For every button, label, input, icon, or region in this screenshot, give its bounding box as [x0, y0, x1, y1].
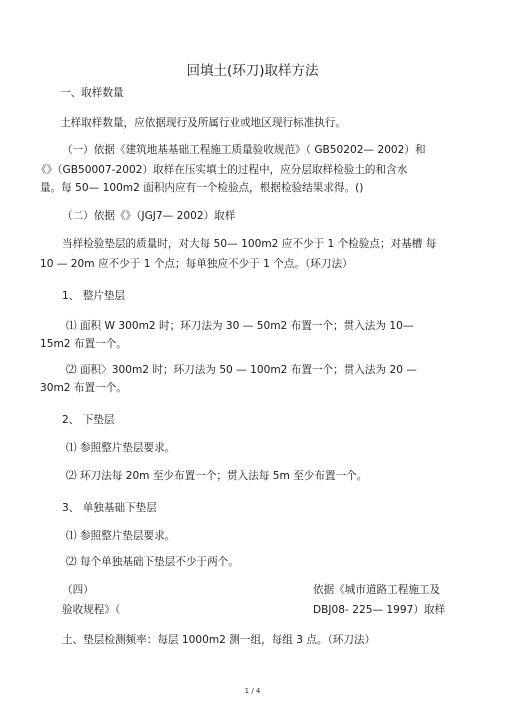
list-item-line: 15m2 布置一个。 — [40, 338, 127, 350]
list-item-line: 30m2 布置一个。 — [40, 382, 127, 394]
paragraph-line: （四） — [62, 584, 94, 596]
list-item-line: ⑴ 参照整片垫层要求。 — [66, 530, 176, 542]
list-item-line: ⑴ 参照整片垫层要求。 — [66, 442, 176, 454]
list-item-line: ⑵ 环刀法每 20m 至少布置一个；贯入法每 5m 至少布置一个。 — [66, 470, 368, 482]
page-title: 回填土(环刀)取样方法 — [186, 63, 319, 79]
list-item-line: ⑴ 面积 W 300m2 时；环刀法为 30 — 50m2 布置一个；贯入法为 10— — [66, 320, 414, 332]
section-heading: 一、取样数量 — [60, 87, 124, 99]
paragraph-line: 当样检验垫层的质量时，对大每 50— 100m2 应不少于 1 个检验点；对基槽 每 — [62, 238, 437, 250]
paragraph-line: 依据《城市道路工程施工及 — [313, 584, 441, 596]
subsection-heading: 3、 单独基础下垫层 — [62, 502, 157, 514]
subsection-heading: 1、 整片垫层 — [62, 290, 126, 302]
list-item-line: ⑵ 每个单独基础下垫层不少于两个。 — [66, 556, 239, 568]
paragraph-line: （二）依据《》（JGJ7— 2002）取样 — [62, 210, 236, 222]
paragraph-line: 量。每 50— 100m2 面积内应有一个检验点，根据检验结果求得。() — [40, 182, 364, 194]
list-item-line: ⑵ 面积〉300m2 时；环刀法为 50 — 100m2 布置一个；贯入法为 20 — — [66, 364, 417, 376]
paragraph-line: 土样取样数量，应依据现行及所属行业或地区现行标准执行。 — [60, 117, 347, 129]
page-indicator: 1 / 4 — [244, 687, 261, 695]
paragraph-line: 《》（GB50007-2002）取样在压实填土的过程中，应分层取样检验土的和含水 — [36, 164, 408, 176]
paragraph-line: 10 — 20m 应不少于 1 个点；每单独应不少于 1 个点。（环刀法） — [40, 258, 353, 270]
paragraph-line: 土、垫层检测频率：每层 1000m2 测一组，每组 3 点。（环刀法） — [62, 634, 376, 646]
paragraph-line: （一）依据《建筑地基基础工程施工质量验收规范》（ GB50202— 2002）和 — [62, 144, 426, 156]
paragraph-line: DBJ08- 225— 1997）取样 — [313, 604, 446, 616]
paragraph-line: 验收规程》（ — [62, 604, 121, 616]
subsection-heading: 2、 下垫层 — [62, 414, 115, 426]
